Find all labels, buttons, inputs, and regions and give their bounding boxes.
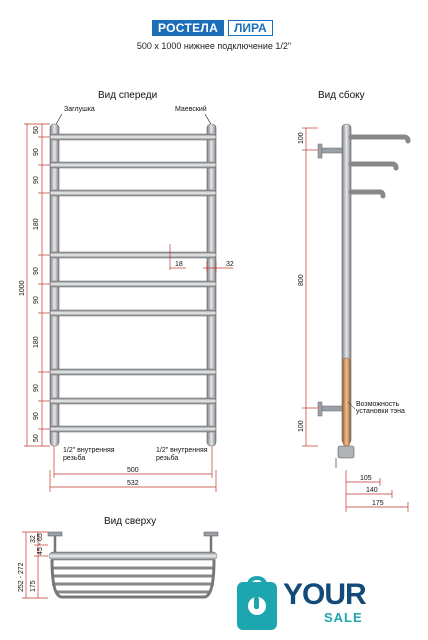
top-main-bar <box>49 552 217 560</box>
side-height-dimensions <box>302 128 318 446</box>
front-view <box>19 90 234 492</box>
top-view-title: Вид сверху <box>104 516 157 527</box>
yoursale-logo <box>237 578 277 630</box>
dim-label: 90 <box>33 176 40 184</box>
width-532-label: 532 <box>127 480 139 487</box>
crossbars <box>50 134 216 432</box>
logo-text-sale: SALE <box>324 610 363 625</box>
dim-top-label: 100 <box>298 132 305 144</box>
front-height-dimensions <box>24 124 50 446</box>
shelf-bar-middle <box>351 164 396 168</box>
crossbar <box>50 398 216 404</box>
front-height-labels <box>19 126 40 442</box>
heater-plug <box>338 446 354 458</box>
left-thread-label-1: 1/2" внутренняя <box>63 447 115 454</box>
crossbar <box>50 134 216 140</box>
model-badge: ЛИРА <box>228 20 273 36</box>
plug-label: Заглушка <box>64 106 95 113</box>
dim-32-top-label: 32 <box>30 535 37 543</box>
crossbar <box>50 190 216 196</box>
dim-label: 90 <box>33 148 40 156</box>
top-wall-bracket <box>321 148 342 153</box>
dim-45-65-label: 45 - 65 <box>37 533 44 555</box>
top-view <box>18 516 218 598</box>
width-500-label: 500 <box>127 467 139 474</box>
dim-label: 90 <box>33 384 40 392</box>
dim-175-label: 175 <box>372 500 384 507</box>
heater-label-1: Возможность <box>356 401 400 408</box>
brand-badge: РОСТЕЛА <box>152 20 224 36</box>
right-thread-label-1: 1/2" внутренняя <box>156 447 208 454</box>
dim-label: 50 <box>33 434 40 442</box>
logo-text-your: YOUR <box>283 578 366 611</box>
dim-label: 50 <box>33 126 40 134</box>
shelf-bar-bottom <box>351 192 383 196</box>
dim-252-272-label: 252 - 272 <box>18 562 25 592</box>
left-thread-label-2: резьба <box>63 455 86 462</box>
heater-element <box>343 358 350 446</box>
top-dimension-labels <box>18 533 44 592</box>
dim-label: 90 <box>33 296 40 304</box>
dim-label: 90 <box>33 267 40 275</box>
total-height-label: 1000 <box>19 280 26 296</box>
dim-label: 180 <box>33 336 40 348</box>
right-thread-label-2: резьба <box>156 455 179 462</box>
crossbar <box>50 162 216 168</box>
dim-bottom-label: 100 <box>298 420 305 432</box>
crossbar <box>50 252 216 258</box>
dim-18-label: 18 <box>175 261 183 268</box>
dim-label: 90 <box>33 412 40 420</box>
top-right-bracket <box>204 532 218 536</box>
side-view <box>298 89 408 512</box>
dim-middle-label: 800 <box>298 274 305 286</box>
crossbar <box>50 310 216 316</box>
shelf-bar-top <box>351 137 408 141</box>
bottom-wall-bracket <box>321 406 342 411</box>
dim-140-label: 140 <box>366 487 378 494</box>
crossbar <box>50 281 216 287</box>
subtitle: 500 х 1000 нижнее подключение 1/2" <box>136 41 292 51</box>
heater-label-2: установки тэна <box>356 408 405 415</box>
front-view-title: Вид спереди <box>98 90 158 101</box>
crossbar <box>50 426 216 432</box>
mayevsky-label: Маевский <box>175 106 207 113</box>
side-height-labels <box>298 132 305 432</box>
bottom-bracket-plate <box>318 402 322 416</box>
crossbar <box>50 369 216 375</box>
dim-label: 180 <box>33 218 40 230</box>
top-bracket-plate <box>318 144 322 158</box>
dim-32-label: 32 <box>226 261 234 268</box>
dim-105-label: 105 <box>360 475 372 482</box>
side-view-title: Вид сбоку <box>318 90 365 101</box>
dim-175-top-label: 175 <box>30 580 37 592</box>
top-left-bracket <box>48 532 62 536</box>
